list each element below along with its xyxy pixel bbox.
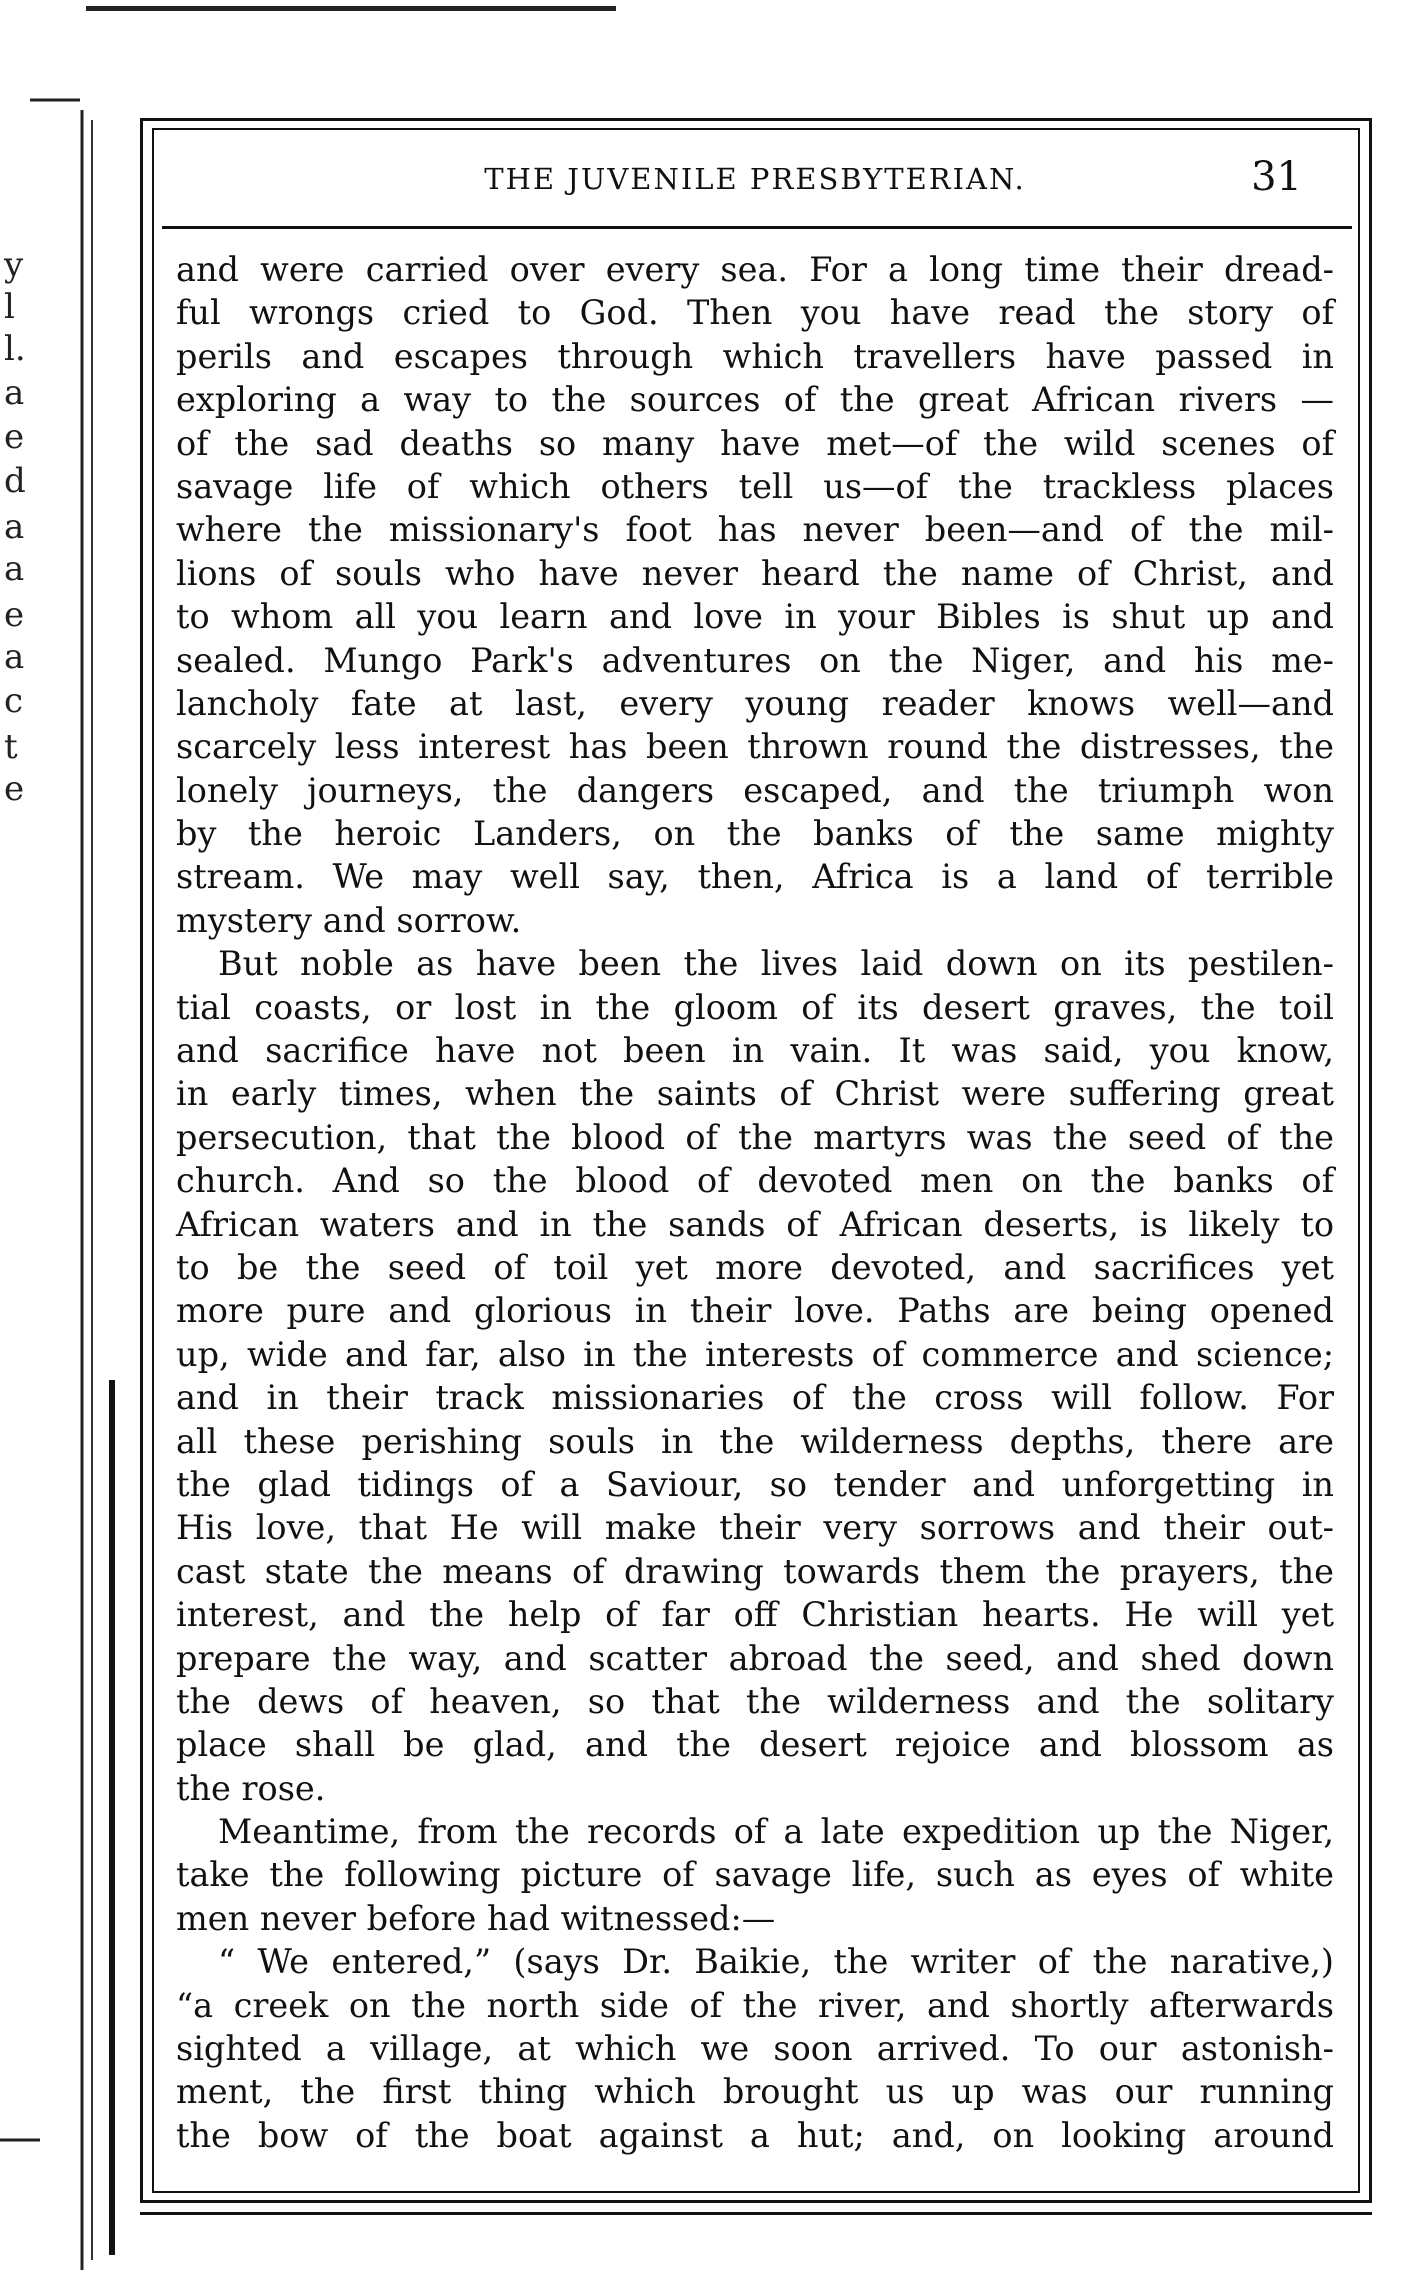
body-line: His love, that He will make their very sorrows and their out- — [176, 1508, 1334, 1548]
body-line: and sacrifice have not been in vain. It was said, you know, — [176, 1031, 1334, 1071]
margin-char: l — [4, 287, 15, 327]
body-line: where the missionary's foot has never been—and of the mil- — [176, 510, 1334, 550]
body-line: up, wide and far, also in the interests of commerce and science; — [176, 1334, 1334, 1374]
margin-char: t — [4, 727, 18, 767]
margin-char: a — [4, 507, 25, 547]
body-line: to be the seed of toil yet more devoted, and sacrifices yet — [176, 1247, 1334, 1287]
binding-margin — [0, 0, 150, 2275]
body-line: cast state the means of drawing towards them the prayers, the — [176, 1551, 1334, 1591]
margin-char: a — [4, 637, 25, 677]
body-line: church. And so the blood of devoted men on the banks of — [176, 1161, 1334, 1201]
body-line: men never before had witnessed:— — [176, 1898, 776, 1938]
body-line: persecution, that the blood of the martyrs was the seed of the — [176, 1117, 1334, 1157]
body-line: the glad tidings of a Saviour, so tender and unforgetting in — [176, 1464, 1334, 1504]
article-body — [176, 248, 1334, 2178]
running-head: THE JUVENILE PRESBYTERIAN. — [484, 162, 1026, 196]
margin-char: e — [4, 769, 25, 809]
body-line: stream. We may well say, then, Africa is a land of terrible — [176, 857, 1334, 897]
margin-char: a — [4, 549, 25, 589]
body-line: lions of souls who have never heard the name of Christ, and — [176, 553, 1334, 593]
body-line: sealed. Mungo Park's adventures on the Niger, and his me- — [176, 640, 1334, 680]
body-line: and were carried over every sea. For a long time their dread- — [176, 250, 1334, 289]
body-line: sighted a village, at which we soon arrived. To our astonish- — [176, 2029, 1334, 2069]
margin-char: l. — [4, 329, 26, 369]
body-line: “ We entered,” (says Dr. Baikie, the writer of the narative,) — [218, 1942, 1334, 1982]
body-line: the rose. — [176, 1768, 326, 1808]
body-line: mystery and sorrow. — [176, 900, 522, 940]
body-line: all these perishing souls in the wilderness depths, there are — [176, 1421, 1334, 1461]
header-rule — [162, 226, 1352, 229]
body-line: the bow of the boat against a hut; and, on looking around — [176, 2115, 1334, 2155]
body-line: tial coasts, or lost in the gloom of its desert graves, the toil — [176, 987, 1334, 1027]
margin-char: d — [4, 461, 26, 501]
body-line: in early times, when the saints of Christ were suffering great — [176, 1074, 1334, 1114]
page-number: 31 — [1251, 154, 1302, 200]
body-line: prepare the way, and scatter abroad the seed, and shed down — [176, 1638, 1334, 1678]
binding-edge-marks — [0, 0, 150, 2275]
body-line: “a creek on the north side of the river, and shortly afterwards — [176, 1985, 1334, 2025]
top-edge-rule — [86, 6, 616, 11]
body-line: of the sad deaths so many have met—of the wild scenes of — [176, 423, 1334, 463]
body-line: savage life of which others tell us—of the trackless places — [176, 466, 1334, 506]
body-line: and in their track missionaries of the cross will follow. For — [176, 1378, 1334, 1418]
body-line: more pure and glorious in their love. Paths are being opened — [176, 1291, 1334, 1331]
body-line: exploring a way to the sources of the great African rivers — — [176, 380, 1334, 420]
body-line: scarcely less interest has been thrown round the distresses, the — [176, 727, 1334, 767]
body-line: place shall be glad, and the desert rejoice and blossom as — [176, 1725, 1334, 1765]
bottom-rule — [140, 2212, 1372, 2215]
body-line: lonely journeys, the dangers escaped, and the triumph won — [176, 770, 1334, 810]
body-line: Meantime, from the records of a late expedition up the Niger, — [218, 1812, 1334, 1852]
body-line: ful wrongs cried to God. Then you have read the story of — [176, 293, 1334, 333]
body-line: African waters and in the sands of African deserts, is likely to — [176, 1204, 1334, 1244]
margin-char: e — [4, 417, 25, 457]
page-header — [160, 150, 1350, 210]
body-line: interest, and the help of far off Christian hearts. He will yet — [176, 1595, 1334, 1635]
body-line: to whom all you learn and love in your Bibles is shut up and — [176, 597, 1334, 637]
body-line: ment, the first thing which brought us up was our running — [176, 2072, 1334, 2112]
body-line: lancholy fate at last, every young reader knows well—and — [176, 683, 1334, 723]
margin-char: y — [4, 245, 24, 285]
body-line: the dews of heaven, so that the wilderness and the solitary — [176, 1681, 1334, 1721]
body-line: But noble as have been the lives laid down on its pestilen- — [218, 944, 1334, 984]
body-line: perils and escapes through which travellers have passed in — [176, 336, 1334, 376]
margin-char: a — [4, 373, 25, 413]
body-line: by the heroic Landers, on the banks of the same mighty — [176, 814, 1334, 854]
margin-char: e — [4, 595, 25, 635]
margin-char: c — [4, 681, 24, 721]
body-line: take the following picture of savage life, such as eyes of white — [176, 1855, 1334, 1895]
